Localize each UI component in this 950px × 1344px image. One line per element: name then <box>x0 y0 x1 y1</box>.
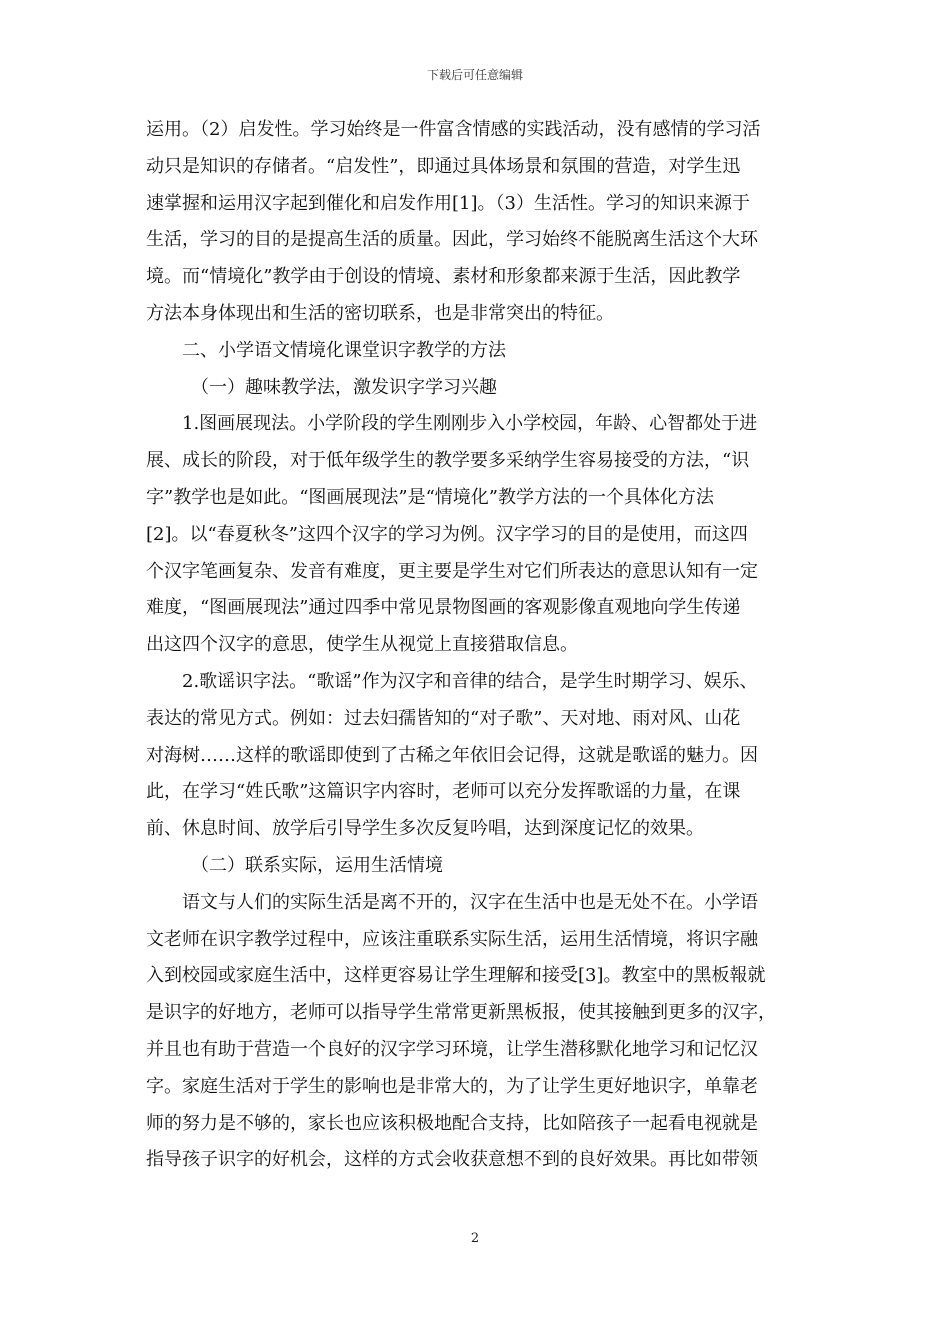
text-line: 出这四个汉字的意思，使学生从视觉上直接猎取信息。 <box>146 634 578 656</box>
text-line: 展、成长的阶段，对于低年级学生的教学要多采纳学生容易接受的方法，“识 <box>146 450 750 472</box>
text-line: [2]。以“春夏秋冬”这四个汉字的学习为例。汉字学习的目的是使用，而这四 <box>146 523 748 545</box>
text-line: 生活，学习的目的是提高生活的质量。因此，学习始终不能脱离生活这个大环 <box>146 229 758 251</box>
text-line: 此，在学习“姓氏歌”这篇识字内容时，老师可以充分发挥歌谣的力量，在课 <box>146 781 741 803</box>
text-line: 语文与人们的实际生活是离不开的，汉字在生活中也是无处不在。小学语 <box>182 891 758 913</box>
text-line: 字。家庭生活对于学生的影响也是非常大的，为了让学生更好地识字，单靠老 <box>146 1075 758 1097</box>
text-line: 速掌握和运用汉字起到催化和启发作用[1]。（3）生活性。学习的知识来源于 <box>146 192 750 214</box>
text-line: 难度，“图画展现法”通过四季中常见景物图画的客观影像直观地向学生传递 <box>146 597 741 619</box>
text-line: 表达的常见方式。例如：过去妇孺皆知的“对子歌”、天对地、雨对风、山花 <box>146 707 741 729</box>
document-body <box>146 112 810 1179</box>
page-number: 2 <box>470 1231 480 1246</box>
text-line: 方法本身体现出和生活的密切联系，也是非常突出的特征。 <box>146 302 614 324</box>
page-header: 下载后可任意编辑 <box>426 68 523 82</box>
text-line: 对海树……这样的歌谣即使到了古稀之年依旧会记得，这就是歌谣的魅力。因 <box>146 744 758 766</box>
text-line: 境。而“情境化”教学由于创设的情境、素材和形象都来源于生活，因此教学 <box>146 266 741 288</box>
text-line: （二）联系实际，运用生活情境 <box>191 854 443 876</box>
text-line: 师的努力是不够的，家长也应该积极地配合支持，比如陪孩子一起看电视就是 <box>146 1112 758 1134</box>
text-line: 入到校园或家庭生活中，这样更容易让学生理解和接受[3]。教室中的黑板報就 <box>146 965 766 987</box>
text-line: 个汉字笔画复杂、发音有难度，更主要是学生对它们所表达的意思认知有一定 <box>146 560 758 582</box>
text-line: 是识字的好地方，老师可以指导学生常常更新黑板报，使其接触到更多的汉字， <box>146 1002 776 1024</box>
text-line: 文老师在识字教学过程中，应该注重联系实际生活，运用生活情境，将识字融 <box>146 928 758 950</box>
text-line: 2.歌谣识字法。“歌谣”作为汉字和音律的结合，是学生时期学习、娱乐、 <box>182 670 758 692</box>
text-line: （一）趣味教学法，激发识字学习兴趣 <box>191 376 497 398</box>
text-line: 二、小学语文情境化课堂识字教学的方法 <box>182 339 506 361</box>
text-line: 并且也有助于营造一个良好的汉字学习环境，让学生潜移默化地学习和记忆汉 <box>146 1038 758 1060</box>
text-line: 1.图画展现法。小学阶段的学生刚刚步入小学校园，年龄、心智都处于进 <box>182 413 758 435</box>
text-line: 前、休息时间、放学后引导学生多次反复吟唱，达到深度记忆的效果。 <box>146 818 704 840</box>
text-line: 动只是知识的存储者。“启发性”，即通过具体场景和氛围的营造，对学生迅 <box>146 155 741 177</box>
text-line: 运用。（2）启发性。学习始终是一件富含情感的实践活动，没有感情的学习活 <box>146 119 761 140</box>
text-line: 指导孩子识字的好机会，这样的方式会收获意想不到的良好效果。再比如带领 <box>146 1149 758 1171</box>
text-line: 字”教学也是如此。“图画展现法”是“情境化”教学方法的一个具体化方法 <box>146 486 715 508</box>
